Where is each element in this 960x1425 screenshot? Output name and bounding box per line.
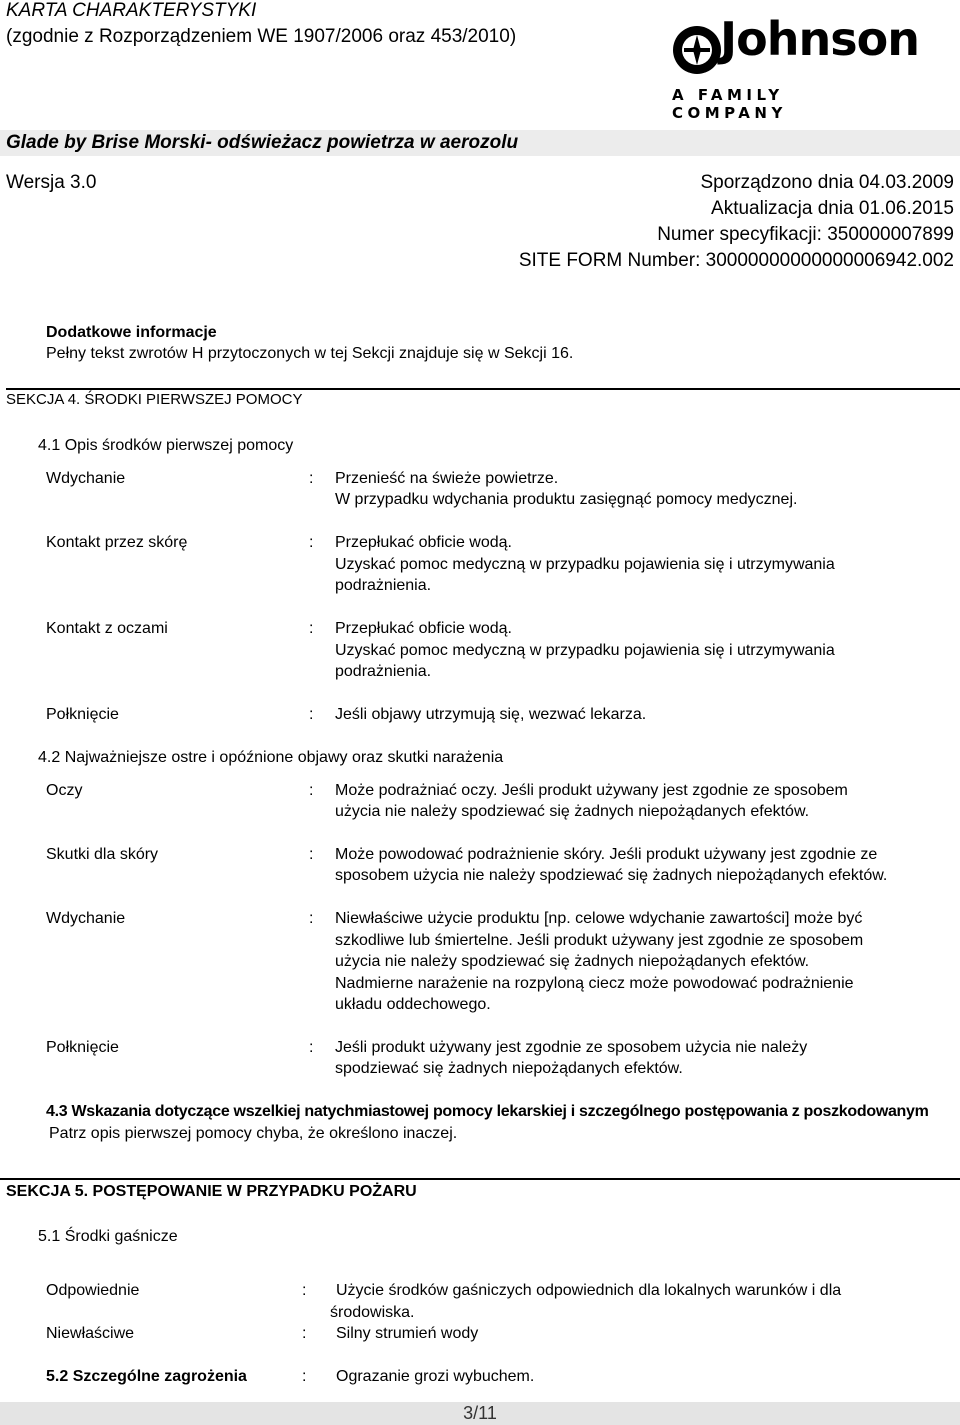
section-5-2-text: Ograzanie grozi wybuchem.: [336, 1368, 535, 1385]
row-text: Jeśli produkt używany jest zgodnie ze sposobem użycia nie należy: [335, 1039, 808, 1056]
company-logo: [668, 10, 919, 122]
row-colon: :: [309, 846, 314, 863]
row-label: Niewłaściwe: [46, 1325, 135, 1342]
site-form-number: SITE FORM Number: 30000000000000006942.002: [518, 250, 954, 271]
row-text: sposobem użycia nie należy spodziewać się żadnych niepożądanych efektów.: [335, 867, 888, 884]
row-text: W przypadku wdychania produktu zasięgnąć pomocy medycznej.: [335, 491, 798, 508]
section-4-3-text: Patrz opis pierwszej pomocy chyba, że określono inaczej.: [49, 1125, 458, 1142]
row-label: Odpowiednie: [46, 1282, 140, 1299]
row-text: Przenieść na świeże powietrze.: [335, 470, 559, 487]
product-name: Glade by Brise Morski- odświeżacz powietrza w aerozolu: [6, 132, 519, 153]
row-label: Połknięcie: [46, 706, 119, 723]
row-text: podrażnienia.: [335, 577, 432, 594]
document-title: KARTA CHARAKTERYSTYKI: [6, 0, 257, 21]
section-5-1-title: 5.1 Środki gaśnicze: [38, 1228, 178, 1245]
row-label: Kontakt z oczami: [46, 620, 168, 637]
sc-emblem-icon: [668, 10, 726, 76]
row-colon: :: [302, 1282, 307, 1299]
prepared-date: Sporządzono dnia 04.03.2009: [700, 172, 954, 193]
row-colon: :: [309, 534, 314, 551]
row-text: Silny strumień wody: [336, 1325, 479, 1342]
section-4-rule: [6, 388, 960, 390]
section-4-title: SEKCJA 4. ŚRODKI PIERWSZEJ POMOCY: [6, 391, 303, 408]
additional-info-heading: Dodatkowe informacje: [46, 324, 217, 341]
row-colon: :: [309, 620, 314, 637]
row-colon: :: [309, 706, 314, 723]
row-text: Przepłukać obficie wodą.: [335, 620, 512, 637]
row-label: Oczy: [46, 782, 83, 799]
additional-info-text: Pełny tekst zwrotów H przytoczonych w tej Sekcji znajduje się w Sekcji 16.: [46, 345, 574, 362]
row-colon: :: [302, 1325, 307, 1342]
section-4-3-title: 4.3 Wskazania dotyczące wszelkiej natychmiastowej pomocy lekarskiej i szczególnego postępowania z poszkodowanym: [46, 1103, 929, 1120]
row-text: szkodliwe lub śmiertelne. Jeśli produkt używany jest zgodnie ze sposobem: [335, 932, 864, 949]
row-colon: :: [309, 782, 314, 799]
section-5-2-label: 5.2 Szczególne zagrożenia: [46, 1368, 247, 1385]
section-4-2-title: 4.2 Najważniejsze ostre i opóźnione objawy oraz skutki narażenia: [38, 749, 504, 766]
section-4-1-title: 4.1 Opis środków pierwszej pomocy: [38, 437, 294, 454]
row-label: Wdychanie: [46, 470, 126, 487]
row-text: spodziewać się żadnych niepożądanych efektów.: [335, 1060, 683, 1077]
row-text: układu oddechowego.: [335, 996, 491, 1013]
row-text: Może powodować podrażnienie skóry. Jeśli produkt używany jest zgodnie ze: [335, 846, 878, 863]
section-5-rule: [0, 1178, 960, 1180]
updated-date: Aktualizacja dnia 01.06.2015: [711, 198, 954, 219]
row-text: podrażnienia.: [335, 663, 432, 680]
row-label: Wdychanie: [46, 910, 126, 927]
row-label: Skutki dla skóry: [46, 846, 159, 863]
row-label: Kontakt przez skórę: [46, 534, 188, 551]
row-label: Połknięcie: [46, 1039, 119, 1056]
row-text: Jeśli objawy utrzymują się, wezwać lekarza.: [335, 706, 647, 723]
row-text: Nadmierne narażenie na rozpyloną ciecz może powodować podrażnienie: [335, 975, 854, 992]
row-text: Użycie środków gaśniczych odpowiednich dla lokalnych warunków i dla: [336, 1282, 842, 1299]
row-text: środowiska.: [330, 1304, 415, 1321]
row-text: użycia nie należy spodziewać się żadnych niepożądanych efektów.: [335, 803, 810, 820]
spec-number: Numer specyfikacji: 350000007899: [657, 224, 954, 245]
row-colon: :: [309, 1039, 314, 1056]
row-text: Przepłukać obficie wodą.: [335, 534, 512, 551]
row-text: użycia nie należy spodziewać się żadnych niepożądanych efektów.: [335, 953, 810, 970]
row-text: Uzyskać pomoc medyczną w przypadku pojawienia się i utrzymywania: [335, 642, 835, 659]
version: Wersja 3.0: [6, 172, 97, 193]
page-number: 3/11: [463, 1403, 497, 1423]
logo-tagline: A FAMILY COMPANY: [672, 86, 787, 122]
row-text: Uzyskać pomoc medyczną w przypadku pojawienia się i utrzymywania: [335, 556, 835, 573]
row-colon: :: [309, 910, 314, 927]
row-text: Może podrażniać oczy. Jeśli produkt używany jest zgodnie ze sposobem: [335, 782, 848, 799]
section-5-title: SEKCJA 5. POSTĘPOWANIE W PRZYPADKU POŻARU: [6, 1183, 417, 1200]
regulation-subtitle: (zgodnie z Rozporządzeniem WE 1907/2006 oraz 453/2010): [6, 26, 517, 47]
section-5-2-colon: :: [302, 1368, 307, 1385]
row-text: Niewłaściwe użycie produktu [np. celowe wdychanie zawartości] może być: [335, 910, 863, 927]
row-colon: :: [309, 470, 314, 487]
logo-wordmark: Johnson: [720, 12, 919, 66]
